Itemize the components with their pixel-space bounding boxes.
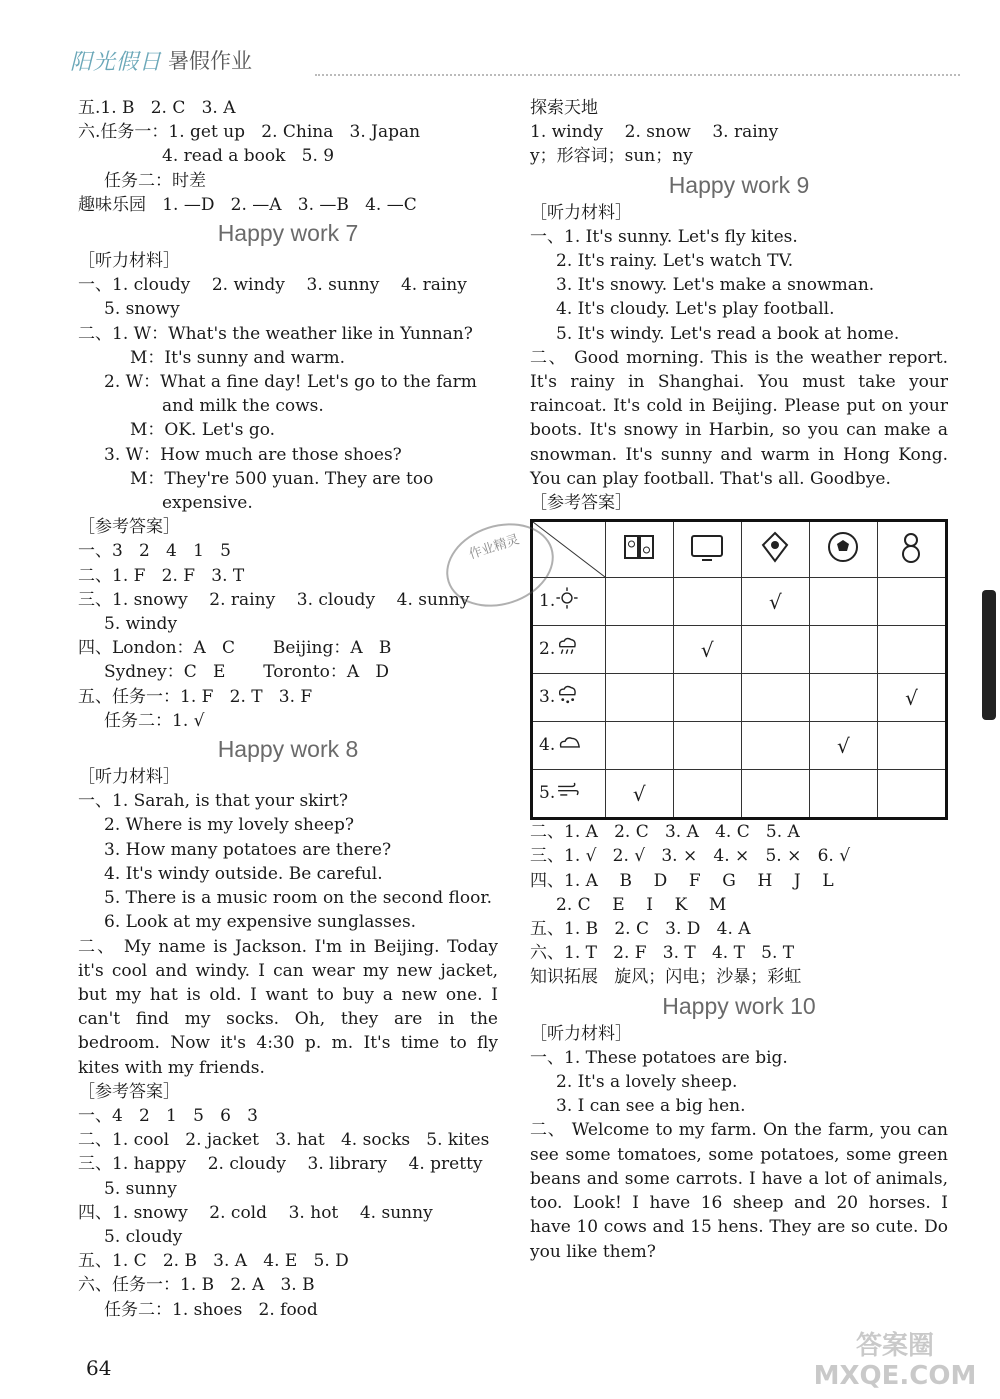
passage-paragraph: 二、 My name is Jackson. I'm in Beijing. Today it's cool and windy. I can wear my new jacket, but my hat is old. I want to buy a new one. I can't find my socks. Oh, they are in the bedroom. Now it's 4:30 p. m. It's time to fly kites with my friends. — [78, 936, 498, 1078]
answer-line: 一、1. cloudy 2. windy 3. sunny 4. rainy — [78, 275, 467, 296]
answer-line: 3. I can see a big hen. — [556, 1096, 746, 1117]
answer-line: ［听力材料］ — [530, 202, 632, 223]
table-cell: √ — [741, 578, 809, 626]
left-column — [78, 96, 498, 1322]
answer-line: 5. cloudy — [104, 1226, 183, 1247]
answer-line: ［听力材料］ — [78, 251, 180, 272]
answer-line: y；形容词；sun；ny — [530, 146, 693, 167]
answer-line: 探索天地 — [530, 98, 598, 118]
section-heading: Happy work 10 — [662, 992, 816, 1019]
answer-line: 知识拓展 旋风；闪电；沙暴；彩虹 — [530, 967, 802, 988]
answer-line: 五.1. B 2. C 3. A — [78, 98, 236, 118]
answer-line: 5. It's windy. Let's read a book at home. — [556, 323, 900, 344]
snowman-icon — [894, 545, 928, 569]
series-logo: 阳光假日 — [70, 49, 163, 75]
row-label-cell — [532, 578, 606, 626]
answer-line: 四、London：A C Beijing：A B — [78, 638, 392, 659]
answer-line: 5. snowy — [104, 299, 180, 320]
row-label-cell — [532, 626, 606, 674]
answer-line: 二、1. A 2. C 3. A 4. C 5. A — [530, 822, 800, 843]
answer-line: 五、任务一：1. F 2. T 3. F — [78, 686, 313, 707]
tv-icon — [690, 545, 724, 569]
table-row — [532, 626, 947, 674]
answer-line: 三、1. snowy 2. rainy 3. cloudy 4. sunny — [78, 589, 470, 610]
row-label-cell — [532, 770, 606, 819]
answer-line: 2. Where is my lovely sheep? — [104, 815, 354, 836]
answer-line: 一、1. Sarah, is that your skirt? — [78, 791, 348, 812]
table-cell — [809, 770, 877, 819]
passage-paragraph: 二、 Good morning. This is the weather report. It's rainy in Shanghai. You must take your raincoat. It's cold in Beijing. Please put on your boots. It's snowy in Harbin, so you can make a snowman. It's sunny and warm in Hong Kong. You can play football. That's all. Goodbye. — [530, 347, 948, 489]
section-heading: Happy work 7 — [217, 220, 359, 247]
table-row — [532, 674, 947, 722]
answer-line: 三、1. √ 2. √ 3. × 4. × 5. × 6. √ — [530, 846, 851, 867]
table-cell: √ — [673, 626, 741, 674]
table-cell — [673, 578, 741, 626]
row-number: 5. — [539, 783, 556, 804]
answer-line: 3. W：How much are those shoes? — [104, 444, 402, 465]
header-divider — [315, 74, 960, 76]
answer-line: 六、1. T 2. F 3. T 4. T 5. T — [530, 943, 795, 964]
answer-line: 一、1. These potatoes are big. — [530, 1047, 788, 1068]
table-cell — [877, 578, 946, 626]
answer-line: ［听力材料］ — [530, 1023, 632, 1044]
table-cell — [877, 626, 946, 674]
table-cell — [605, 722, 673, 770]
table-cell: √ — [605, 770, 673, 819]
table-header-cell — [809, 521, 877, 578]
cloud-icon — [555, 739, 585, 759]
table-cell — [877, 770, 946, 819]
kite-icon — [758, 545, 792, 569]
rain-icon — [555, 643, 579, 663]
row-label-cell — [532, 722, 606, 770]
answer-line: 任务二：1. shoes 2. food — [104, 1299, 318, 1320]
answer-line: 6. Look at my expensive sunglasses. — [104, 912, 417, 933]
answer-line: 一、3 2 4 1 5 — [78, 541, 231, 562]
answer-line: 任务二：时差 — [104, 170, 206, 191]
page-header — [70, 40, 252, 80]
right-top-block — [530, 96, 948, 515]
snow-icon — [555, 691, 579, 711]
answer-line: M：OK. Let's go. — [130, 420, 276, 441]
table-header-cell — [673, 521, 741, 578]
answer-line: 3. It's snowy. Let's make a snowman. — [556, 275, 875, 296]
answer-line: M：They're 500 yuan. They are too — [130, 468, 434, 489]
table-row — [532, 578, 947, 626]
answer-line: 4. It's windy outside. Be careful. — [104, 863, 383, 884]
table-header-cell — [605, 521, 673, 578]
right-column — [530, 96, 948, 1264]
row-number: 1. — [539, 591, 556, 612]
answer-line: 一、4 2 1 5 6 3 — [78, 1105, 258, 1126]
answer-line: 五、1. B 2. C 3. D 4. A — [530, 919, 751, 940]
answer-line: and milk the cows. — [162, 396, 324, 417]
answer-line: 5. windy — [104, 614, 178, 635]
answer-line: ［参考答案］ — [78, 517, 180, 538]
row-number: 3. — [539, 687, 556, 708]
table-cell — [605, 578, 673, 626]
row-number: 4. — [539, 735, 556, 756]
passage-paragraph: 二、 Welcome to my farm. On the farm, you can see some tomatoes, some potatoes, some green beans and some carrots. I have a lot of animals, too. Look! I have 16 sheep and 20 horses. I have 10 cows and 15 hens. They are so cute. Do you like them? — [530, 1120, 948, 1262]
answer-line: ［参考答案］ — [530, 493, 632, 514]
table-cell — [741, 770, 809, 819]
answer-line: Sydney：C E Toronto：A D — [104, 662, 389, 683]
answer-line: 2. It's a lovely sheep. — [556, 1072, 738, 1093]
table-cell — [605, 674, 673, 722]
table-cell: √ — [877, 674, 946, 722]
table-cell — [877, 722, 946, 770]
section-heading: Happy work 9 — [668, 171, 810, 198]
page-edge-tab — [982, 590, 996, 720]
wind-icon — [555, 787, 581, 807]
answer-line: ［听力材料］ — [78, 767, 180, 788]
answer-line: 二、1. F 2. F 3. T — [78, 565, 245, 586]
table-cell — [741, 722, 809, 770]
watermark-site-logo: 答案圈 MXQE.COM — [813, 1331, 977, 1391]
table-row — [532, 722, 947, 770]
answer-line: 2. W：What a fine day! Let's go to the farm — [104, 372, 477, 393]
answer-line: 4. read a book 5. 9 — [162, 146, 335, 167]
answer-line: 四、1. A B D F G H J L — [530, 870, 834, 891]
answer-line: M：It's sunny and warm. — [130, 347, 346, 368]
table-cell — [809, 578, 877, 626]
row-number: 2. — [539, 639, 556, 660]
table-header-row — [532, 521, 947, 578]
answer-line: 5. There is a music room on the second floor. — [104, 888, 493, 909]
answer-line: 2. It's rainy. Let's watch TV. — [556, 251, 794, 272]
sun-icon — [555, 595, 579, 615]
answer-line: 3. How many potatoes are there? — [104, 839, 392, 860]
answer-line: 二、1. cool 2. jacket 3. hat 4. socks 5. kites — [78, 1130, 490, 1151]
answer-line: expensive. — [162, 493, 253, 514]
watermark-stamp: 作业精灵 — [435, 510, 564, 620]
answer-line: 趣味乐园 1. —D 2. —A 3. —B 4. —C — [78, 194, 417, 215]
answer-line: 四、1. snowy 2. cold 3. hot 4. sunny — [78, 1202, 433, 1223]
table-cell: √ — [809, 722, 877, 770]
table-cell — [741, 626, 809, 674]
table-header-cell — [877, 521, 946, 578]
answer-line: 五、1. C 2. B 3. A 4. E 5. D — [78, 1251, 349, 1272]
weather-activity-table — [530, 519, 948, 820]
table-header-cell — [741, 521, 809, 578]
answer-line: 三、1. happy 2. cloudy 3. library 4. pretty — [78, 1154, 483, 1175]
answer-line: 1. windy 2. snow 3. rainy — [530, 122, 779, 143]
answer-line: ［参考答案］ — [78, 1081, 180, 1102]
right-bottom-block — [530, 820, 948, 1263]
table-cell — [741, 674, 809, 722]
table-cell — [605, 626, 673, 674]
answer-line: 4. It's cloudy. Let's play football. — [556, 299, 835, 320]
page-number: 64 — [86, 1356, 112, 1380]
answer-line: 5. sunny — [104, 1178, 177, 1199]
answer-line: 六.任务一：1. get up 2. China 3. Japan — [78, 122, 421, 143]
section-heading: Happy work 8 — [217, 736, 359, 763]
answer-line: 任务二：1. √ — [104, 710, 205, 731]
answer-line: 六、任务一：1. B 2. A 3. B — [78, 1275, 315, 1296]
table-cell — [809, 626, 877, 674]
table-cell — [809, 674, 877, 722]
book-icon — [622, 545, 656, 569]
series-title: 暑假作业 — [168, 49, 253, 73]
table-cell — [673, 770, 741, 819]
answer-line: 一、1. It's sunny. Let's fly kites. — [530, 226, 798, 247]
row-label-cell — [532, 674, 606, 722]
answer-line: 2. C E I K M — [556, 894, 727, 915]
football-icon — [826, 545, 860, 569]
table-cell — [673, 722, 741, 770]
table-cell — [673, 674, 741, 722]
answer-line: 二、1. W：What's the weather like in Yunnan? — [78, 323, 473, 344]
table-row — [532, 770, 947, 819]
